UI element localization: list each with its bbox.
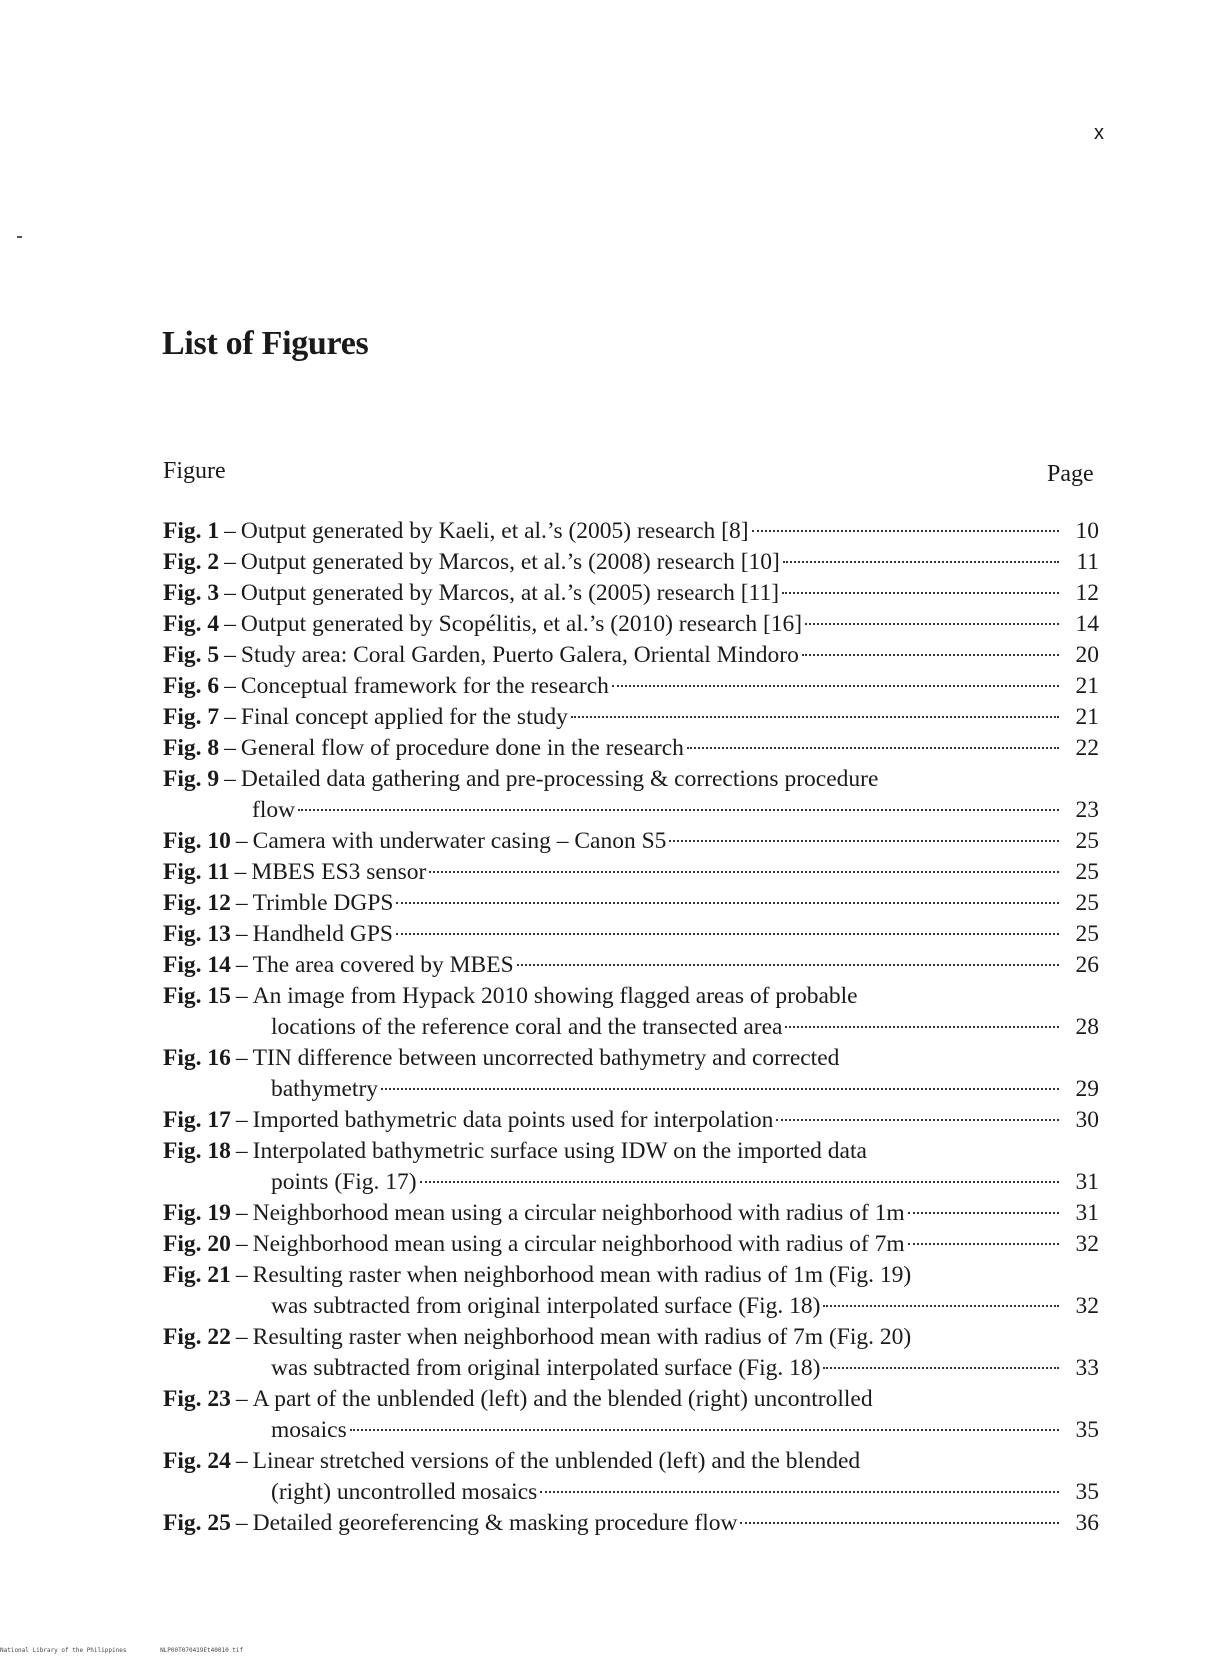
figure-label: Fig. 25 (163, 1510, 231, 1536)
dash-separator: – (235, 1231, 248, 1257)
scan-artifact-mark (17, 236, 22, 238)
page-ref: 25 (1075, 828, 1099, 854)
figure-label: Fig. 20 (163, 1231, 231, 1257)
figure-label: Fig. 1 (163, 518, 220, 544)
figure-label: Fig. 2 (163, 549, 220, 575)
figure-entry[interactable] (163, 919, 1099, 950)
figure-label: Fig. 5 (163, 642, 220, 668)
figure-caption: Output generated by Scopélitis, et al.’s (2010) research [16] (240, 611, 803, 637)
figure-entry[interactable] (163, 857, 1099, 888)
figure-entry[interactable] (163, 826, 1099, 857)
figure-caption: (right) uncontrolled mosaics (271, 1479, 538, 1505)
figure-entry[interactable] (163, 547, 1099, 578)
figure-label: Fig. 9 (163, 766, 220, 792)
dash-separator: – (235, 983, 248, 1009)
dash-separator: – (224, 704, 236, 730)
figure-caption: Camera with underwater casing – Canon S5 (252, 828, 667, 854)
figure-label: Fig. 15 (163, 983, 231, 1009)
figure-label: Fig. 18 (163, 1138, 231, 1164)
figure-caption: Interpolated bathymetric surface using IDW on the imported data (252, 1138, 867, 1164)
figure-caption: mosaics (271, 1417, 347, 1443)
dash-separator: – (235, 921, 248, 947)
dot-leader (429, 871, 1059, 873)
dash-separator: – (224, 549, 236, 575)
figure-label: Fig. 10 (163, 828, 231, 854)
dot-leader (517, 964, 1059, 966)
dot-leader (752, 530, 1059, 532)
figure-label: Fig. 23 (163, 1386, 231, 1412)
figure-caption: was subtracted from original interpolated surface (Fig. 18) (271, 1293, 821, 1319)
figure-entry[interactable] (163, 702, 1099, 733)
figure-label: Fig. 24 (163, 1448, 231, 1474)
figure-label: Fig. 21 (163, 1262, 231, 1288)
figure-label: Fig. 3 (163, 580, 220, 606)
dot-leader (823, 1367, 1059, 1369)
figure-caption: was subtracted from original interpolated surface (Fig. 18) (271, 1355, 821, 1381)
page-title: List of Figures (162, 325, 369, 362)
figure-entry[interactable] (163, 888, 1099, 919)
figure-entry[interactable] (163, 733, 1099, 764)
dot-leader (785, 1026, 1059, 1028)
figure-caption: points (Fig. 17) (271, 1169, 417, 1195)
dot-leader (298, 809, 1059, 811)
figure-label: Fig. 12 (163, 890, 231, 916)
figure-caption: Study area: Coral Garden, Puerto Galera, Oriental Mindoro (240, 642, 799, 668)
figure-entry[interactable] (163, 1508, 1099, 1539)
figure-list (163, 516, 1099, 1539)
dot-leader (740, 1522, 1059, 1524)
figure-entry[interactable] (163, 1043, 1099, 1105)
page-ref: 28 (1075, 1014, 1099, 1040)
page-ref: 12 (1075, 580, 1099, 606)
dash-separator: – (235, 1510, 248, 1536)
page-ref: 36 (1075, 1510, 1099, 1536)
dash-separator: – (224, 642, 236, 668)
dash-separator: – (235, 1262, 248, 1288)
dash-separator: – (235, 890, 248, 916)
figure-entry[interactable] (163, 1384, 1099, 1446)
page-ref: 14 (1075, 611, 1099, 637)
figure-entry[interactable] (163, 950, 1099, 981)
page-ref: 25 (1075, 921, 1099, 947)
figure-label: Fig. 13 (163, 921, 231, 947)
column-header-figure: Figure (163, 458, 226, 484)
page-ref: 25 (1075, 890, 1099, 916)
dot-leader (823, 1305, 1059, 1307)
page-ref: 23 (1075, 797, 1099, 823)
figure-caption: Handheld GPS (252, 921, 393, 947)
page-ref: 25 (1075, 859, 1099, 885)
page-ref: 31 (1075, 1169, 1099, 1195)
figure-caption: Neighborhood mean using a circular neighborhood with radius of 7m (252, 1231, 905, 1257)
figure-entry[interactable] (163, 1136, 1099, 1198)
figure-label: Fig. 7 (163, 704, 220, 730)
page-ref: 21 (1075, 673, 1099, 699)
dash-separator: – (224, 518, 236, 544)
dot-leader (396, 902, 1059, 904)
page-ref: 20 (1075, 642, 1099, 668)
column-header-page: Page (1047, 461, 1094, 487)
page-ref: 10 (1075, 518, 1099, 544)
dash-separator: – (224, 766, 236, 792)
figure-caption: Resulting raster when neighborhood mean with radius of 1m (Fig. 19) (252, 1262, 912, 1288)
figure-entry[interactable] (163, 1260, 1099, 1322)
figure-label: Fig. 6 (163, 673, 220, 699)
dash-separator: – (235, 1324, 248, 1350)
figure-caption: Output generated by Marcos, et al.’s (2008) research [10] (240, 549, 780, 575)
figure-caption: Detailed data gathering and pre-processing & corrections procedure (240, 766, 879, 792)
figure-label: Fig. 22 (163, 1324, 231, 1350)
figure-caption: General flow of procedure done in the research (240, 735, 684, 761)
figure-caption: locations of the reference coral and the transected area (271, 1014, 783, 1040)
dot-leader (908, 1212, 1059, 1214)
page-ref: 33 (1075, 1355, 1099, 1381)
scan-footer (0, 1647, 243, 1654)
figure-caption: Neighborhood mean using a circular neighborhood with radius of 1m (252, 1200, 905, 1226)
figure-label: Fig. 14 (163, 952, 231, 978)
dash-separator: – (235, 828, 248, 854)
figure-entry[interactable] (163, 609, 1099, 640)
figure-label: Fig. 11 (163, 859, 230, 885)
dash-separator: – (235, 1045, 248, 1071)
page-ref: 11 (1076, 549, 1099, 575)
figure-label: Fig. 16 (163, 1045, 231, 1071)
figure-label: Fig. 4 (163, 611, 220, 637)
figure-caption: flow (252, 797, 296, 823)
page-number: x (1094, 122, 1104, 144)
page-ref: 32 (1075, 1293, 1099, 1319)
figure-entry[interactable] (163, 1229, 1099, 1260)
page-ref: 22 (1075, 735, 1099, 761)
figure-entry[interactable] (163, 1105, 1099, 1136)
figure-entry[interactable] (163, 1322, 1099, 1384)
figure-caption: Final concept applied for the study (240, 704, 568, 730)
footer-library: National Library of the Philippines (0, 1647, 127, 1654)
page-ref: 30 (1075, 1107, 1099, 1133)
footer-code: NLP00T070419Et40010 tif (160, 1647, 244, 1654)
figure-entry[interactable] (163, 671, 1099, 702)
dash-separator: – (224, 673, 236, 699)
page-ref: 31 (1075, 1200, 1099, 1226)
figure-caption: Linear stretched versions of the unblended (left) and the blended (252, 1448, 861, 1474)
dot-leader (783, 561, 1059, 563)
figure-caption: TIN difference between uncorrected bathymetry and corrected (252, 1045, 840, 1071)
page-ref: 35 (1075, 1479, 1099, 1505)
figure-entry[interactable] (163, 1446, 1099, 1508)
dot-leader (540, 1491, 1059, 1493)
figure-entry[interactable] (163, 640, 1099, 671)
dot-leader (350, 1429, 1059, 1431)
dash-separator: – (235, 1138, 248, 1164)
dot-leader (776, 1119, 1059, 1121)
dot-leader (571, 716, 1059, 718)
figure-caption: Conceptual framework for the research (240, 673, 609, 699)
dash-separator: – (235, 952, 248, 978)
dash-separator: – (224, 735, 236, 761)
page-ref: 21 (1075, 704, 1099, 730)
figure-label: Fig. 19 (163, 1200, 231, 1226)
dot-leader (420, 1181, 1059, 1183)
dot-leader (802, 654, 1059, 656)
figure-caption: The area covered by MBES (252, 952, 514, 978)
page-ref: 26 (1075, 952, 1099, 978)
figure-entry[interactable] (163, 1198, 1099, 1229)
dot-leader (381, 1088, 1059, 1090)
dash-separator: – (235, 1107, 248, 1133)
dot-leader (908, 1243, 1059, 1245)
figure-caption: Detailed georeferencing & masking procedure flow (252, 1510, 738, 1536)
dot-leader (782, 592, 1059, 594)
figure-caption: Resulting raster when neighborhood mean with radius of 7m (Fig. 20) (252, 1324, 912, 1350)
dash-separator: – (235, 1448, 248, 1474)
figure-caption: Output generated by Kaeli, et al.’s (2005) research [8] (240, 518, 749, 544)
figure-entry[interactable] (163, 981, 1099, 1043)
figure-caption: Output generated by Marcos, at al.’s (2005) research [11] (240, 580, 780, 606)
page-ref: 29 (1075, 1076, 1099, 1102)
figure-caption: Trimble DGPS (252, 890, 394, 916)
figure-entry[interactable] (163, 578, 1099, 609)
dot-leader (669, 840, 1059, 842)
dot-leader (396, 933, 1059, 935)
dash-separator: – (224, 580, 236, 606)
dash-separator: – (235, 1386, 248, 1412)
figure-label: Fig. 8 (163, 735, 220, 761)
figure-label: Fig. 17 (163, 1107, 231, 1133)
dot-leader (805, 623, 1059, 625)
page-ref: 32 (1075, 1231, 1099, 1257)
page-ref: 35 (1075, 1417, 1099, 1443)
dash-separator: – (234, 859, 247, 885)
figure-caption: A part of the unblended (left) and the blended (right) uncontrolled (252, 1386, 873, 1412)
figure-caption: bathymetry (271, 1076, 379, 1102)
figure-caption: MBES ES3 sensor (251, 859, 427, 885)
figure-entry[interactable] (163, 516, 1099, 547)
dash-separator: – (235, 1200, 248, 1226)
dot-leader (612, 685, 1059, 687)
figure-entry[interactable] (163, 764, 1099, 826)
figure-caption: An image from Hypack 2010 showing flagged areas of probable (252, 983, 858, 1009)
figure-caption: Imported bathymetric data points used for interpolation (252, 1107, 774, 1133)
dash-separator: – (224, 611, 236, 637)
dot-leader (687, 747, 1059, 749)
